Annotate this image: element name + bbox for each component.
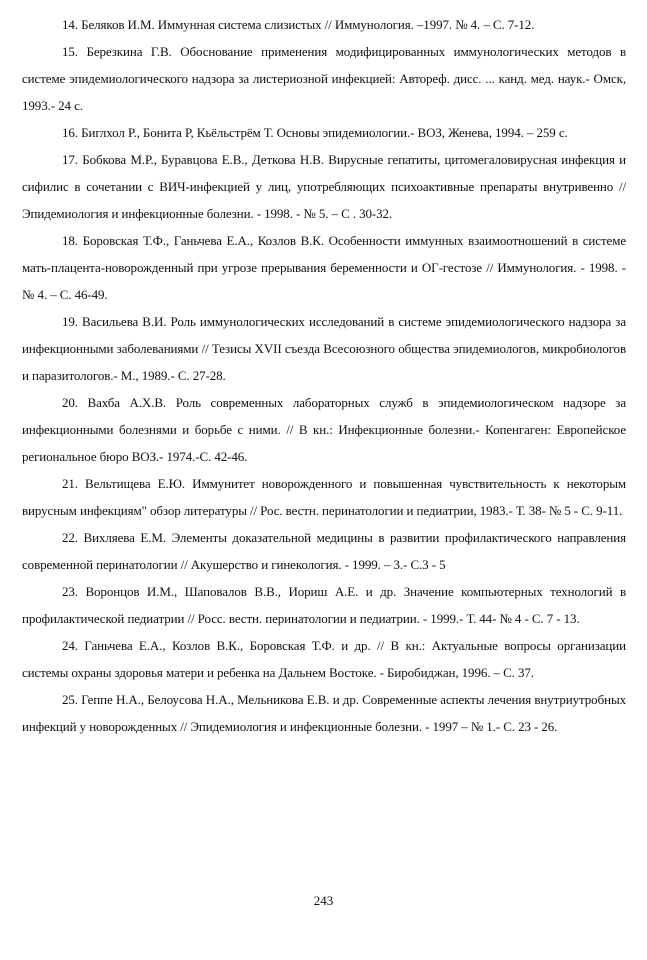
reference-item-15: 15. Березкина Г.В. Обоснование применения модифицированных иммунологических методов в системе эпидемиологического надзора за листериозной инфекцией: Автореф. дисс. ... канд. мед. наук.- Омск, 1993.- 24 с. <box>22 44 626 113</box>
reference-item-17: 17. Бобкова М.Р., Буравцова Е.В., Деткова Н.В. Вирусные гепатиты, цитомегаловирусная инфекция и сифилис в сочетании с ВИЧ-инфекцией у лиц, употребляющих психоактивные препараты внутривенно // Эпидемиология и инфекционные болезни. - 1998. - № 5. – С . 30-32. <box>22 152 626 221</box>
reference-item-24: 24. Ганьчева Е.А., Козлов В.К., Боровская Т.Ф. и др. // В кн.: Актуальные вопросы организации системы охраны здоровья матери и ребенка на Дальнем Востоке. - Биробиджан, 1996. – С. 37. <box>22 638 626 680</box>
reference-item-22: 22. Вихляева Е.М. Элементы доказательной медицины в развитии профилактического направления современной перинатологии // Акушерство и гинекология. - 1999. – 3.- С.3 - 5 <box>22 530 626 572</box>
reference-list <box>22 11 626 740</box>
reference-item-18: 18. Боровская Т.Ф., Ганьчева Е.А., Козлов В.К. Особенности иммунных взаимоотношений в системе мать-плацента-новорожденный при угрозе прерывания беременности и ОГ-гестозе // Иммунология. - 1998. - № 4. – С. 46-49. <box>22 233 626 302</box>
reference-item-20: 20. Вахба А.Х.В. Роль современных лабораторных служб в эпидемиологическом надзоре за инфекционными болезнями и борьбе с ними. // В кн.: Инфекционные болезни.- Копенгаген: Европейское региональное бюро ВОЗ.- 1974.-С. 42-46. <box>22 395 626 464</box>
reference-item-19: 19. Васильева В.И. Роль иммунологических исследований в системе эпидемиологического надзора за инфекционными заболеваниями // Тезисы XVII съезда Всесоюзного общества эпидемиологов, микробиологов и паразитологов.- М., 1989.- С. 27-28. <box>22 314 626 383</box>
page-number: 243 <box>313 893 334 908</box>
reference-item-25: 25. Геппе Н.А., Белоусова Н.А., Мельникова Е.В. и др. Современные аспекты лечения внутриутробных инфекций у новорожденных // Эпидемиология и инфекционные болезни. - 1997 – № 1.- С. 23 - 26. <box>22 692 626 734</box>
reference-item-16: 16. Биглхол Р., Бонита Р, Кьёльстрём Т. Основы эпидемиологии.- ВОЗ, Женева, 1994. – 259 с. <box>62 125 568 140</box>
reference-item-23: 23. Воронцов И.М., Шаповалов В.В., Иориш А.Е. и др. Значение компьютерных технологий в профилактической педиатрии // Росс. вестн. перинатологии и педиатрии. - 1999.- Т. 44- № 4 - С. 7 - 13. <box>22 584 626 626</box>
reference-item-21: 21. Вельтищева Е.Ю. Иммунитет новорожденного и повышенная чувствительность к некоторым вирусным инфекциям" обзор литературы // Рос. вестн. перинатологии и педиатрии, 1983.- Т. 38- № 5 - С. 9-11. <box>22 476 626 518</box>
reference-item-14: 14. Беляков И.М. Иммунная система слизистых // Иммунология. –1997. № 4. – С. 7-12. <box>62 17 535 32</box>
